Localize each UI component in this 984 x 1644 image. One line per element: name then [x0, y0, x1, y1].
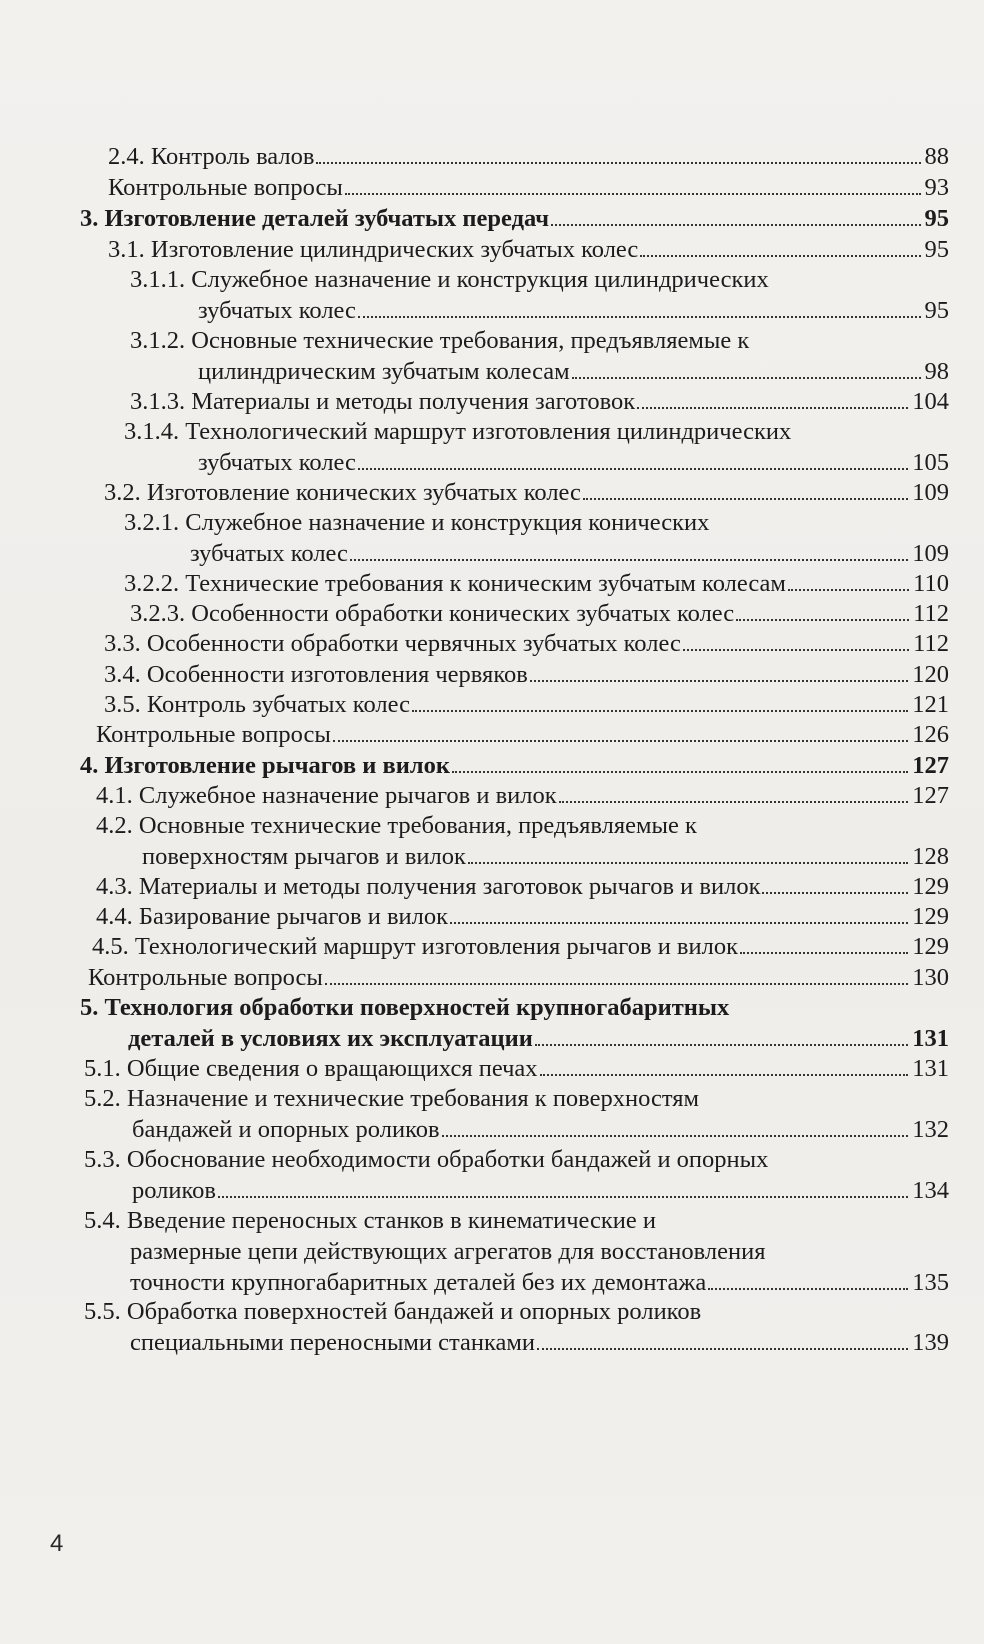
toc-page-number: 129 [912, 873, 949, 900]
toc-page-number: 88 [924, 143, 949, 170]
dot-leader [736, 619, 909, 621]
toc-entry [0, 750, 949, 781]
toc-entry-title: 4.5. Технологический маршрут изготовления рычагов и вилок [92, 933, 738, 960]
toc-entry [0, 1205, 949, 1298]
dot-leader [740, 952, 908, 954]
toc-page-number: 105 [912, 449, 949, 476]
toc-entry [0, 568, 949, 599]
toc-page-number: 127 [912, 752, 949, 779]
toc-entry [0, 931, 949, 962]
dot-leader [530, 680, 908, 682]
toc-page-number: 131 [912, 1055, 949, 1082]
toc-entry-title: 4.2. Основные технические требования, предъявляемые к [96, 812, 697, 839]
toc-page-number: 112 [913, 600, 949, 627]
toc-entry-title: деталей в условиях их эксплуатации [128, 1025, 533, 1052]
toc-entry [0, 172, 949, 203]
toc-page-number: 121 [912, 691, 949, 718]
dot-leader [583, 498, 908, 500]
toc-entry-title: 4.4. Базирование рычагов и вилок [96, 903, 449, 930]
toc-entry [0, 598, 949, 629]
toc-entry-title: 2.4. Контроль валов [108, 143, 315, 170]
dot-leader [442, 1135, 909, 1137]
toc-entry-title: 3.4. Особенности изготовления червяков [104, 661, 528, 688]
toc-entry [0, 780, 949, 811]
dot-leader [316, 162, 920, 164]
toc-entry [0, 203, 949, 234]
toc-page-number: 120 [912, 661, 949, 688]
toc-page-number: 95 [924, 236, 949, 263]
dot-leader [637, 407, 908, 409]
toc-page-number: 95 [924, 297, 949, 324]
toc-entry-title: 3.2. Изготовление конических зубчатых колес [104, 479, 581, 506]
toc-page-number: 127 [912, 782, 949, 809]
toc-entry [0, 477, 949, 508]
toc-entry-title: 4.3. Материалы и методы получения заготовок рычагов и вилок [96, 873, 761, 900]
toc-entry-title: 3.3. Особенности обработки червячных зубчатых колес [104, 630, 681, 657]
toc-entry [0, 416, 949, 478]
dot-leader [762, 892, 908, 894]
toc-entry-title: 4. Изготовление рычагов и вилок [80, 752, 450, 779]
dot-leader [412, 710, 908, 712]
toc-entry [0, 264, 949, 326]
toc-page-number: 95 [924, 205, 949, 232]
toc-entry [0, 141, 949, 172]
toc-entry-title: специальными переносными станками [130, 1329, 536, 1356]
toc-entry-title: 5. Технология обработки поверхностей крупногабаритных [80, 994, 730, 1021]
toc-page-number: 128 [912, 843, 949, 870]
dot-leader [468, 862, 908, 864]
toc-entry-title: 3.1.4. Технологический маршрут изготовления цилиндрических [124, 418, 792, 445]
toc-entry-title: точности крупногабаритных деталей без их демонтажа [130, 1269, 707, 1296]
toc-page-number: 126 [912, 721, 949, 748]
dot-leader [708, 1288, 908, 1290]
toc-entry [0, 628, 949, 659]
toc-entry-title: 5.2. Назначение и технические требования к поверхностям [84, 1085, 699, 1112]
toc-entry [0, 234, 949, 265]
toc-entry-title: 3.1. Изготовление цилиндрических зубчатых колес [108, 236, 639, 263]
toc-entry-title: 3.2.1. Служебное назначение и конструкция конических [124, 509, 710, 536]
toc-entry [0, 689, 949, 720]
toc-entry-title: 3. Изготовление деталей зубчатых передач [80, 205, 550, 232]
toc-page-number: 110 [913, 570, 949, 597]
dot-leader [640, 255, 920, 257]
dot-leader [559, 801, 909, 803]
toc-entry-title: 5.5. Обработка поверхностей бандажей и опорных роликов [84, 1298, 702, 1325]
toc-entry-title: Контрольные вопросы [108, 174, 343, 201]
toc-page-number: 139 [912, 1329, 949, 1356]
dot-leader [788, 589, 909, 591]
toc-page-number: 130 [912, 964, 949, 991]
dot-leader [345, 193, 921, 195]
toc-page-number: 134 [912, 1177, 949, 1204]
toc-entry [0, 992, 949, 1054]
toc-entry [0, 901, 949, 932]
dot-leader [333, 740, 908, 742]
dot-leader [535, 1044, 908, 1046]
toc-entry-title: роликов [132, 1177, 216, 1204]
toc-entry [0, 386, 949, 417]
toc-entry-title: 5.3. Обоснование необходимости обработки бандажей и опорных [84, 1146, 769, 1173]
toc-page-number: 98 [924, 358, 949, 385]
toc-page-number: 132 [912, 1116, 949, 1143]
toc-page-number: 112 [913, 630, 949, 657]
toc-entry-title: 3.5. Контроль зубчатых колес [104, 691, 410, 718]
toc-entry [0, 659, 949, 690]
toc-entry-title: 3.2.3. Особенности обработки конических зубчатых колес [130, 600, 735, 627]
toc-page-number: 129 [912, 903, 949, 930]
page-number: 4 [50, 1530, 64, 1557]
dot-leader [537, 1348, 908, 1350]
toc-entry-title: 3.1.2. Основные технические требования, предъявляемые к [130, 327, 750, 354]
toc-entry-title: зубчатых колес [198, 297, 356, 324]
dot-leader [572, 377, 921, 379]
toc-entry-title: размерные цепи действующих агрегатов для восстановления [130, 1238, 766, 1265]
toc-entry-title: зубчатых колес [190, 540, 348, 567]
dot-leader [683, 649, 909, 651]
dot-leader [358, 468, 908, 470]
toc-entry [0, 871, 949, 902]
dot-leader [350, 559, 908, 561]
toc-page-number: 93 [924, 174, 949, 201]
dot-leader [551, 224, 920, 226]
toc-entry-title: 5.1. Общие сведения о вращающихся печах [84, 1055, 538, 1082]
toc-entry [0, 1144, 949, 1206]
toc-page-number: 109 [912, 479, 949, 506]
dot-leader [540, 1074, 909, 1076]
toc-page-number: 104 [912, 388, 949, 415]
dot-leader [218, 1196, 908, 1198]
dot-leader [325, 983, 908, 985]
toc-page-number: 135 [912, 1269, 949, 1296]
toc-entry-title: поверхностям рычагов и вилок [142, 843, 466, 870]
toc-entry [0, 325, 949, 387]
toc-entry-title: 5.4. Введение переносных станков в кинематические и [84, 1207, 657, 1234]
toc-entry-title: 3.1.3. Материалы и методы получения заготовок [130, 388, 636, 415]
toc-entry [0, 962, 949, 993]
toc-entry-title: 3.2.2. Технические требования к коническим зубчатым колесам [124, 570, 786, 597]
toc-entry-title: бандажей и опорных роликов [132, 1116, 440, 1143]
toc-entry [0, 1053, 949, 1084]
toc-page-number: 129 [912, 933, 949, 960]
dot-leader [452, 771, 908, 773]
toc-entry-title: цилиндрическим зубчатым колесам [198, 358, 570, 385]
dot-leader [358, 316, 921, 318]
dot-leader [450, 922, 908, 924]
toc-entry-title: 4.1. Служебное назначение рычагов и вилок [96, 782, 557, 809]
toc-entry-title: Контрольные вопросы [96, 721, 331, 748]
toc-entry-title: Контрольные вопросы [88, 964, 323, 991]
toc-entry-title: зубчатых колес [198, 449, 356, 476]
toc-entry [0, 719, 949, 750]
toc-page-number: 131 [912, 1025, 949, 1052]
toc-entry [0, 810, 949, 872]
toc-entry-title: 3.1.1. Служебное назначение и конструкция цилиндрических [130, 266, 769, 293]
toc-entry [0, 507, 949, 569]
toc-entry [0, 1083, 949, 1145]
toc-page-number: 109 [912, 540, 949, 567]
toc-entry [0, 1296, 949, 1358]
